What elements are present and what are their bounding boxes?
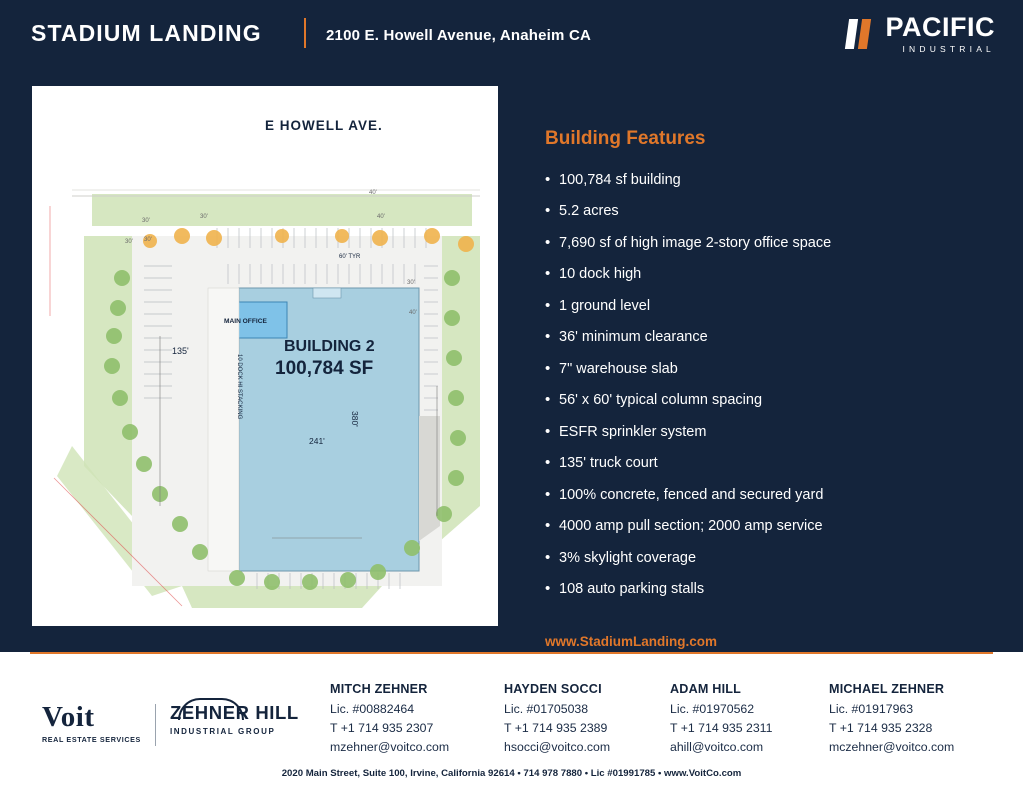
contact-email[interactable]: ahill@voitco.com [670, 739, 764, 754]
contact-email[interactable]: mczehner@voitco.com [829, 739, 955, 754]
voit-zehner-hill-logo [42, 701, 299, 746]
svg-text:100,784 SF: 100,784 SF [275, 358, 374, 379]
svg-text:10 DOCK HI STACKING: 10 DOCK HI STACKING [236, 354, 242, 420]
pacific-logo-mark-icon [847, 19, 877, 49]
property-address: 2100 E. Howell Avenue, Anaheim CA [326, 27, 592, 44]
feature-item: • 1 ground level [545, 298, 995, 315]
svg-text:241': 241' [309, 436, 325, 446]
feature-item: • ESFR sprinkler system [545, 424, 995, 441]
contact-card [670, 680, 772, 757]
svg-text:30': 30' [142, 218, 150, 224]
contact-card [330, 680, 449, 757]
svg-text:MAIN OFFICE: MAIN OFFICE [224, 318, 267, 325]
zehner-hill-subtitle: INDUSTRIAL GROUP [169, 726, 276, 736]
svg-text:30': 30' [200, 214, 208, 220]
building-features-panel [545, 128, 995, 651]
contact-phone: T +1 714 935 2311 [670, 720, 773, 735]
features-title: Building Features [545, 128, 706, 149]
bridge-arc-icon [178, 698, 244, 720]
svg-text:40': 40' [369, 190, 377, 196]
svg-text:40': 40' [409, 310, 417, 316]
contact-phone: T +1 714 935 2307 [330, 720, 434, 735]
logo-subtitle: INDUSTRIAL [902, 44, 995, 54]
contact-license: Lic. #00882464 [330, 701, 415, 716]
contact-email[interactable]: hsocci@voitco.com [504, 739, 611, 754]
contact-license: Lic. #01917963 [829, 701, 914, 716]
svg-text:30': 30' [144, 237, 152, 243]
header-divider [304, 18, 306, 48]
feature-item: • 7" warehouse slab [545, 361, 995, 378]
feature-item: • 100% concrete, fenced and secured yard [545, 487, 995, 504]
page-header [0, 0, 1023, 67]
contact-name: ADAM HILL [670, 682, 742, 696]
feature-item: • 10 dock high [545, 266, 995, 283]
page-title: STADIUM LANDING [31, 20, 262, 46]
svg-text:E HOWELL AVE.: E HOWELL AVE. [265, 118, 383, 133]
voit-logo-subtitle: REAL ESTATE SERVICES [42, 734, 141, 744]
pacific-industrial-logo [847, 14, 996, 54]
contact-card [829, 680, 954, 757]
site-plan-image [32, 86, 498, 626]
svg-text:30': 30' [125, 239, 133, 245]
contact-license: Lic. #01970562 [670, 701, 755, 716]
logo-name: PACIFIC [885, 12, 995, 42]
website-link[interactable]: www.StadiumLanding.com [545, 633, 718, 649]
svg-text:BUILDING 2: BUILDING 2 [284, 338, 375, 355]
svg-text:40': 40' [377, 214, 385, 220]
voit-logo-name: Voit [42, 701, 95, 733]
svg-text:380': 380' [350, 411, 360, 427]
contact-name: MITCH ZEHNER [330, 682, 428, 696]
svg-text:30': 30' [407, 280, 415, 286]
feature-item: • 135' truck court [545, 455, 995, 472]
svg-text:135': 135' [172, 346, 189, 356]
footer-divider [30, 652, 993, 654]
logo-divider [155, 704, 156, 746]
contact-phone: T +1 714 935 2328 [829, 720, 933, 735]
contact-email[interactable]: mzehner@voitco.com [330, 739, 450, 754]
feature-item: • 5.2 acres [545, 203, 995, 220]
feature-item: • 100,784 sf building [545, 172, 995, 189]
footer-legal-note: 2020 Main Street, Suite 100, Irvine, California 92614 • 714 978 7880 • Lic #01991785 • www.VoitCo.com [281, 768, 742, 779]
feature-item: • 56' x 60' typical column spacing [545, 392, 995, 409]
zehner-hill-name: ZEHNER HILL [169, 702, 299, 723]
contact-card [504, 680, 610, 757]
contact-license: Lic. #01705038 [504, 701, 589, 716]
feature-item: • 108 auto parking stalls [545, 581, 995, 598]
svg-text:60' TYR: 60' TYR [339, 254, 361, 260]
contact-phone: T +1 714 935 2389 [504, 720, 608, 735]
feature-item: • 4000 amp pull section; 2000 amp service [545, 518, 995, 535]
feature-item: • 3% skylight coverage [545, 550, 995, 567]
contact-name: MICHAEL ZEHNER [829, 682, 945, 696]
feature-item: • 7,690 sf of high image 2-story office space [545, 235, 995, 252]
contact-name: HAYDEN SOCCI [504, 682, 602, 696]
feature-item: • 36' minimum clearance [545, 329, 995, 346]
